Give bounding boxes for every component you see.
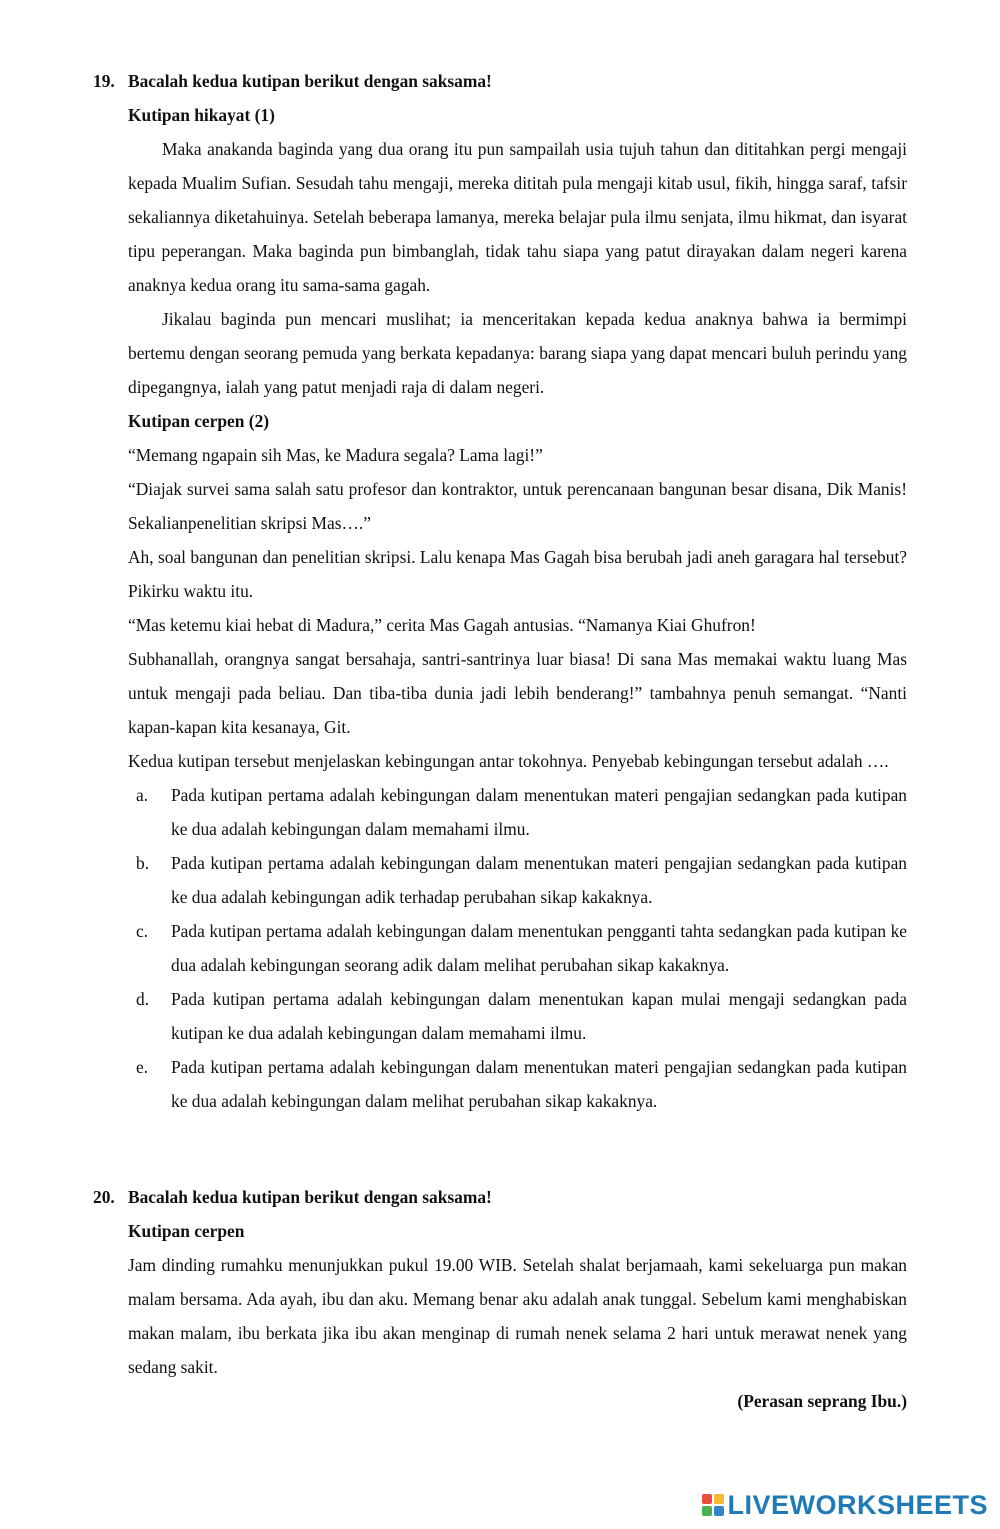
excerpt-heading-hikayat: Kutipan hikayat (1) bbox=[128, 105, 275, 125]
option-text: Pada kutipan pertama adalah kebingungan dalam menentukan materi pengajian sedangkan pada kutipan ke dua adalah kebingungan dalam melihat perubahan sikap kakaknya. bbox=[171, 1057, 907, 1111]
excerpt-caption: (Perasan seprang Ibu.) bbox=[737, 1391, 907, 1411]
logo-square-blue bbox=[714, 1506, 724, 1516]
option-letter: e. bbox=[136, 1057, 149, 1077]
liveworksheets-logo bbox=[702, 1488, 988, 1522]
answer-option-a[interactable] bbox=[128, 778, 907, 846]
hikayat-paragraph-2: Jikalau baginda pun mencari muslihat; ia menceritakan kepada kedua anaknya bahwa ia bermimpi bertemu dengan seorang pemuda yang berkata kepadanya: barang siapa yang dapat mencari buluh perindu yang dipegangnya, ialah yang patut menjadi raja di dalam negeri. bbox=[128, 309, 907, 397]
excerpt-heading-cerpen: Kutipan cerpen bbox=[128, 1221, 245, 1241]
option-text: Pada kutipan pertama adalah kebingungan dalam menentukan kapan mulai mengaji sedangkan pada kutipan ke dua adalah kebingungan dalam memahami ilmu. bbox=[171, 989, 907, 1043]
logo-square-green bbox=[702, 1506, 712, 1516]
cerpen-paragraph: Jam dinding rumahku menunjukkan pukul 19.00 WIB. Setelah shalat berjamaah, kami sekeluarga pun makan malam bersama. Ada ayah, ibu dan aku. Memang benar aku adalah anak tunggal. Sebelum kami menghabiskan makan malam, ibu berkata jika ibu akan menginap di rumah nenek selama 2 hari untuk merawat nenek yang sedang sakit. bbox=[128, 1255, 907, 1377]
option-letter: a. bbox=[136, 785, 149, 805]
instruction: Bacalah kedua kutipan berikut dengan saksama! bbox=[128, 1187, 492, 1207]
answer-option-d[interactable] bbox=[128, 982, 907, 1050]
cerpen-line: “Mas ketemu kiai hebat di Madura,” cerita Mas Gagah antusias. “Namanya Kiai Ghufron! bbox=[128, 615, 756, 635]
logo-square-red bbox=[702, 1494, 712, 1504]
option-text: Pada kutipan pertama adalah kebingungan dalam menentukan materi pengajian sedangkan pada kutipan ke dua adalah kebingungan dalam memahami ilmu. bbox=[171, 785, 907, 839]
cerpen-line: Ah, soal bangunan dan penelitian skripsi. Lalu kenapa Mas Gagah bisa berubah jadi aneh garagara hal tersebut? Pikirku waktu itu. bbox=[128, 547, 907, 601]
option-letter: b. bbox=[136, 853, 150, 873]
option-text: Pada kutipan pertama adalah kebingungan dalam menentukan pengganti tahta sedangkan pada kutipan ke dua adalah kebingungan seorang adik dalam melihat perubahan sikap kakaknya. bbox=[171, 921, 907, 975]
question-prompt: Kedua kutipan tersebut menjelaskan kebingungan antar tokohnya. Penyebab kebingungan tersebut adalah …. bbox=[128, 751, 889, 771]
excerpt-heading-cerpen: Kutipan cerpen (2) bbox=[128, 411, 270, 431]
cerpen-line: “Diajak survei sama salah satu profesor dan kontraktor, untuk perencanaan bangunan besar disana, Dik Manis! Sekalianpenelitian skripsi Mas….” bbox=[128, 479, 907, 533]
liveworksheets-logo-icon bbox=[702, 1494, 724, 1516]
cerpen-line: “Memang ngapain sih Mas, ke Madura segala? Lama lagi!” bbox=[128, 445, 543, 465]
question-body bbox=[128, 64, 907, 1118]
liveworksheets-logo-text: LIVEWORKSHEETS bbox=[727, 1489, 988, 1520]
answer-options bbox=[128, 778, 907, 1118]
answer-option-c[interactable] bbox=[128, 914, 907, 982]
hikayat-paragraph-1: Maka anakanda baginda yang dua orang itu pun sampailah usia tujuh tahun dan dititahkan pergi mengaji kepada Mualim Sufian. Sesudah tahu mengaji, mereka dititah pula mengaji kitab usul, fikih, hingga saraf, tafsir sekaliannya diketahuinya. Setelah beberapa lamanya, mereka belajar pula ilmu senjata, ilmu hikmat, dan isyarat tipu peperangan. Maka baginda pun bimbanglah, tidak tahu siapa yang patut dirayakan dalam negeri karena anaknya kedua orang itu sama-sama gagah. bbox=[128, 139, 907, 295]
instruction: Bacalah kedua kutipan berikut dengan saksama! bbox=[128, 71, 492, 91]
option-text: Pada kutipan pertama adalah kebingungan dalam menentukan materi pengajian sedangkan pada kutipan ke dua adalah kebingungan adik terhadap perubahan sikap kakaknya. bbox=[171, 853, 907, 907]
option-letter: c. bbox=[136, 921, 149, 941]
answer-option-b[interactable] bbox=[128, 846, 907, 914]
answer-option-e[interactable] bbox=[128, 1050, 907, 1118]
option-letter: d. bbox=[136, 989, 150, 1009]
question-number: 20. bbox=[93, 1187, 115, 1207]
cerpen-line: Subhanallah, orangnya sangat bersahaja, santri-santrinya luar biasa! Di sana Mas memakai waktu luang Mas untuk mengaji pada beliau. Dan tiba-tiba dunia jadi lebih benderang!” tambahnya penuh semangat. “Nanti kapan-kapan kita kesanaya, Git. bbox=[128, 649, 907, 737]
question-number: 19. bbox=[93, 71, 115, 91]
question-body bbox=[128, 1180, 907, 1418]
logo-square-yellow bbox=[714, 1494, 724, 1504]
